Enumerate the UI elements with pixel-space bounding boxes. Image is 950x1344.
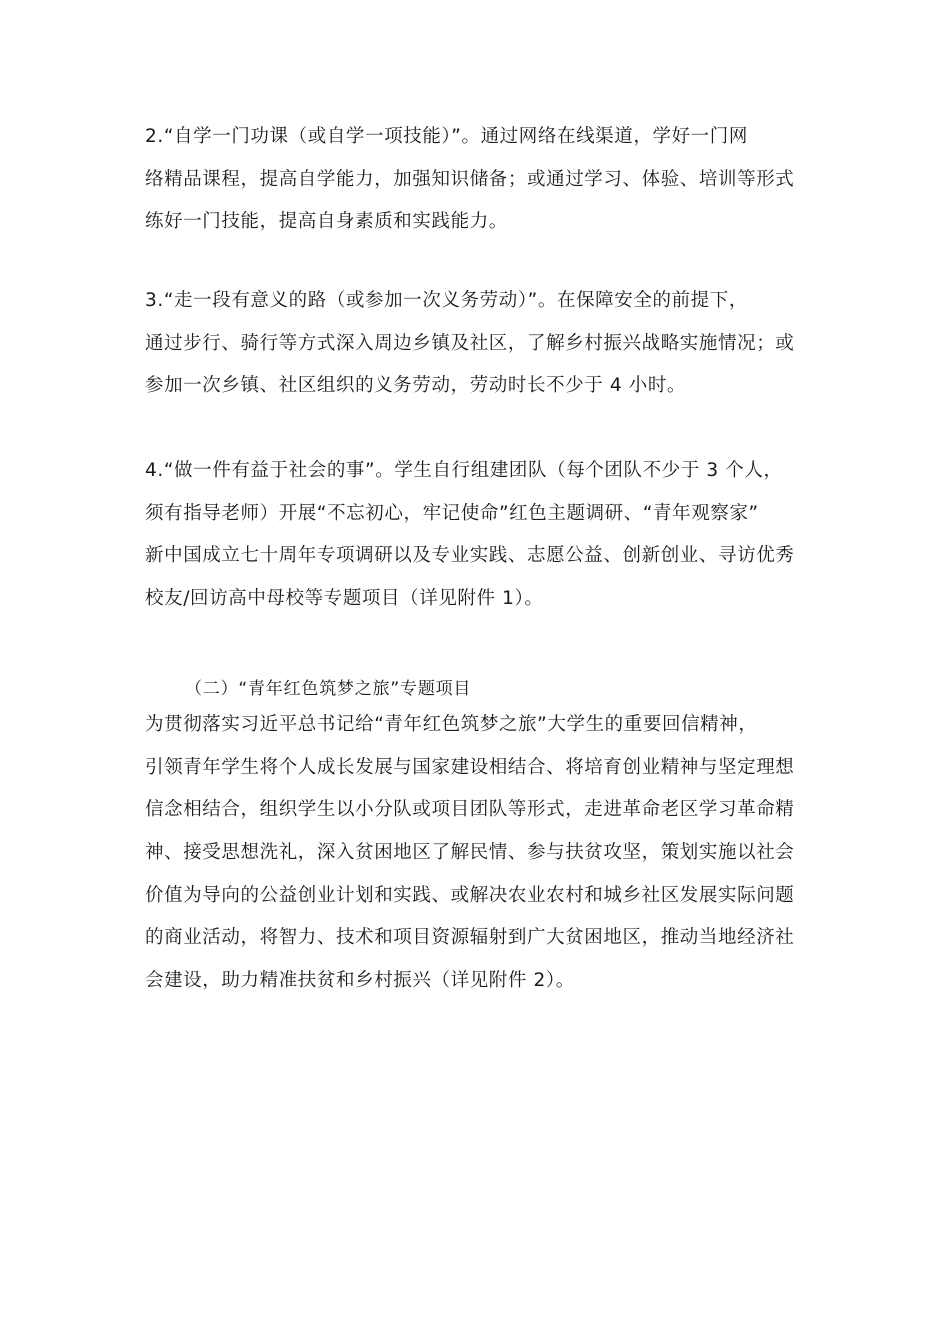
text-line: 须有指导老师）开展“不忘初心，牢记使命”红色主题调研、“青年观察家”: [145, 502, 759, 524]
text-line: 为贯彻落实习近平总书记给“青年红色筑梦之旅”大学生的重要回信精神，: [145, 714, 758, 735]
text-line: 练好一门技能，提高自身素质和实践能力。: [145, 211, 508, 233]
text-line: 信念相结合，组织学生以小分队或项目团队等形式，走进革命老区学习革命精: [145, 799, 795, 821]
text-line: 新中国成立七十周年专项调研以及专业实践、志愿公益、创新创业、寻访优秀: [145, 545, 795, 567]
paragraph-item-3: [145, 280, 807, 408]
text-line: 的商业活动，将智力、技术和项目资源辐射到广大贫困地区，推动当地经济社: [145, 927, 795, 949]
text-line: 2.“自学一门功课（或自学一项技能）”。通过网络在线渠道，学好一门网: [145, 126, 748, 147]
text-line: 价值为导向的公益创业计划和实践、或解决农业农村和城乡社区发展实际问题: [145, 884, 795, 906]
text-line: 参加一次乡镇、社区组织的义务劳动，劳动时长不少于 4 小时。: [145, 375, 687, 397]
text-line: 络精品课程，提高自学能力，加强知识储备；或通过学习、体验、培训等形式: [145, 168, 795, 190]
paragraph-red-dream-journey: [145, 704, 807, 1003]
text-line: 引领青年学生将个人成长发展与国家建设相结合、将培育创业精神与坚定理想: [145, 756, 795, 778]
paragraph-item-4: [145, 450, 807, 621]
text-line: 4.“做一件有益于社会的事”。学生自行组建团队（每个团队不少于 3 个人，: [145, 460, 783, 481]
text-line: 校友/回访高中母校等专题项目（详见附件 1）。: [145, 588, 544, 610]
text-line: 通过步行、骑行等方式深入周边乡镇及社区，了解乡村振兴战略实施情况；或: [145, 332, 795, 354]
text-line: 会建设，助力精准扶贫和乡村振兴（详见附件 2）。: [145, 970, 575, 992]
text-line: 3.“走一段有意义的路（或参加一次义务劳动）”。在保障安全的前提下，: [145, 290, 748, 311]
paragraph-item-2: [145, 116, 807, 244]
text-line: 神、接受思想洗礼，深入贫困地区了解民情、参与扶贫攻坚，策划实施以社会: [145, 842, 795, 864]
section-heading: （二）“青年红色筑梦之旅”专题项目: [185, 679, 472, 699]
